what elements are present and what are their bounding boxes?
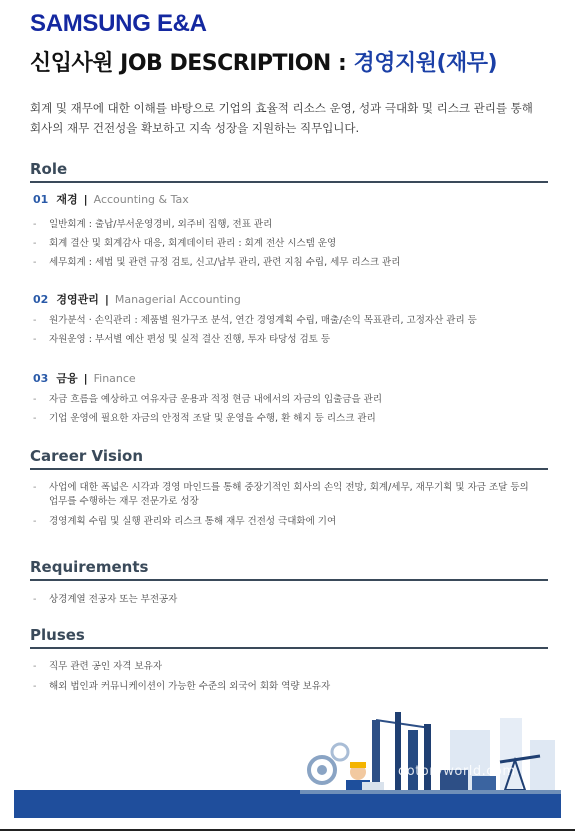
list-item-text: 기업 운영에 필요한 자금의 안정적 조달 및 운영을 수행, 환 해지 등 리스크 관리 bbox=[49, 413, 376, 424]
group-title: 금융 bbox=[56, 372, 78, 385]
list-item bbox=[33, 481, 529, 509]
watermark-text: dotoryworld.com bbox=[398, 764, 516, 779]
separator: | bbox=[83, 372, 88, 385]
gear-icon bbox=[332, 744, 348, 760]
background-building bbox=[530, 740, 555, 790]
bottom-border bbox=[0, 829, 575, 831]
dash-bullet: - bbox=[33, 661, 37, 672]
dash-bullet: - bbox=[33, 257, 37, 268]
group-subtitle: Accounting & Tax bbox=[93, 193, 189, 206]
title-prefix: 신입사원 JOB DESCRIPTION : bbox=[30, 51, 354, 76]
list-item-text: 회계 결산 및 회계감사 대응, 회계데이터 관리 : 회계 전산 시스템 운영 bbox=[49, 238, 337, 249]
list-item-text: 자원운영 : 부서별 예산 편성 및 실적 결산 진행, 투자 타당성 검토 등 bbox=[49, 334, 331, 345]
column-tower bbox=[408, 730, 418, 790]
list-item bbox=[33, 218, 272, 232]
title-accent: 경영지원(재무) bbox=[353, 51, 498, 76]
list-item-text: 상경계열 전공자 또는 부전공자 bbox=[49, 594, 178, 605]
page-title bbox=[30, 46, 497, 77]
role-group-heading bbox=[33, 370, 136, 386]
background-building bbox=[500, 718, 522, 790]
intro-paragraph bbox=[30, 98, 550, 138]
list-item-text: 경영계획 수립 및 실행 관리와 리스크 통해 재무 건전성 극대화에 기여 bbox=[49, 516, 337, 527]
list-item bbox=[33, 256, 400, 270]
group-number: 01 bbox=[33, 193, 49, 206]
dash-bullet: - bbox=[33, 681, 37, 692]
industrial-plant-illustration bbox=[300, 700, 561, 818]
dash-bullet: - bbox=[33, 413, 37, 424]
list-item bbox=[33, 393, 382, 407]
pipeline bbox=[300, 790, 561, 794]
group-number: 03 bbox=[33, 372, 49, 385]
group-number: 02 bbox=[33, 293, 49, 306]
list-item bbox=[33, 680, 330, 694]
list-item bbox=[33, 237, 336, 251]
section-divider bbox=[30, 647, 548, 649]
role-group-heading bbox=[33, 291, 241, 307]
list-item bbox=[33, 660, 162, 674]
list-item bbox=[33, 515, 336, 529]
section-divider bbox=[30, 579, 548, 581]
list-item-text-continued: 업무를 수행하는 재무 전문가로 성장 bbox=[49, 496, 199, 507]
list-item bbox=[33, 593, 177, 607]
separator: | bbox=[104, 293, 109, 306]
group-title: 경영관리 bbox=[56, 293, 99, 306]
role-group-heading bbox=[33, 191, 189, 207]
list-item bbox=[33, 412, 376, 426]
dash-bullet: - bbox=[33, 516, 37, 527]
dash-bullet: - bbox=[33, 594, 37, 605]
crane-arm bbox=[376, 720, 430, 728]
list-item bbox=[33, 314, 477, 328]
separator: | bbox=[83, 193, 88, 206]
dash-bullet: - bbox=[33, 394, 37, 405]
section-divider bbox=[30, 468, 548, 470]
dash-bullet: - bbox=[33, 334, 37, 345]
section-divider bbox=[30, 181, 548, 183]
gear-hub bbox=[317, 765, 327, 775]
crane-tower bbox=[372, 720, 380, 790]
intro-line: 회계 및 재무에 대한 이해를 바탕으로 기업의 효율적 리소스 운영, 성과 극대화 및 리스크 관리를 통해 bbox=[30, 101, 533, 115]
group-subtitle: Finance bbox=[93, 372, 136, 385]
list-item-text: 일반회계 : 출납/부서운영경비, 외주비 집행, 전표 관리 bbox=[49, 219, 273, 230]
section-heading-role: Role bbox=[30, 160, 68, 178]
list-item-text: 세무회계 : 세법 및 관련 규정 검토, 신고/납부 관리, 관련 지침 수립, 세무 리스크 관리 bbox=[49, 257, 401, 268]
dash-bullet: - bbox=[33, 315, 37, 326]
intro-line: 회사의 재무 건전성을 확보하고 지속 성장을 지원하는 직무입니다. bbox=[30, 121, 360, 135]
column-tower bbox=[424, 724, 431, 790]
company-logo: SAMSUNG E&A bbox=[30, 10, 207, 37]
list-item-text: 해외 법인과 커뮤니케이션이 가능한 수준의 외국어 회화 역량 보유자 bbox=[49, 681, 331, 692]
list-item-text: 원가분석 · 손익관리 : 제품별 원가구조 분석, 연간 경영계획 수립, 매출/손익 목표관리, 고정자산 관리 등 bbox=[49, 315, 477, 326]
hard-hat bbox=[350, 762, 366, 768]
section-heading-requirements: Requirements bbox=[30, 558, 149, 576]
dash-bullet: - bbox=[33, 219, 37, 230]
section-heading-career-vision: Career Vision bbox=[30, 447, 144, 465]
group-title: 재경 bbox=[56, 193, 78, 206]
dash-bullet: - bbox=[33, 482, 37, 493]
list-item-text: 자금 흐름을 예상하고 여유자금 운용과 적정 현금 내에서의 자금의 입출금을 관리 bbox=[49, 394, 383, 405]
list-item bbox=[33, 333, 330, 347]
list-item-text: 직무 관련 공인 자격 보유자 bbox=[49, 661, 163, 672]
list-item-text: 사업에 대한 폭넓은 시각과 경영 마인드를 통해 중장기적인 회사의 손익 전망, 회계/세무, 재무기획 및 자금 조달 등의 bbox=[49, 482, 529, 493]
dash-bullet: - bbox=[33, 238, 37, 249]
section-heading-pluses: Pluses bbox=[30, 626, 85, 644]
group-subtitle: Managerial Accounting bbox=[114, 293, 241, 306]
